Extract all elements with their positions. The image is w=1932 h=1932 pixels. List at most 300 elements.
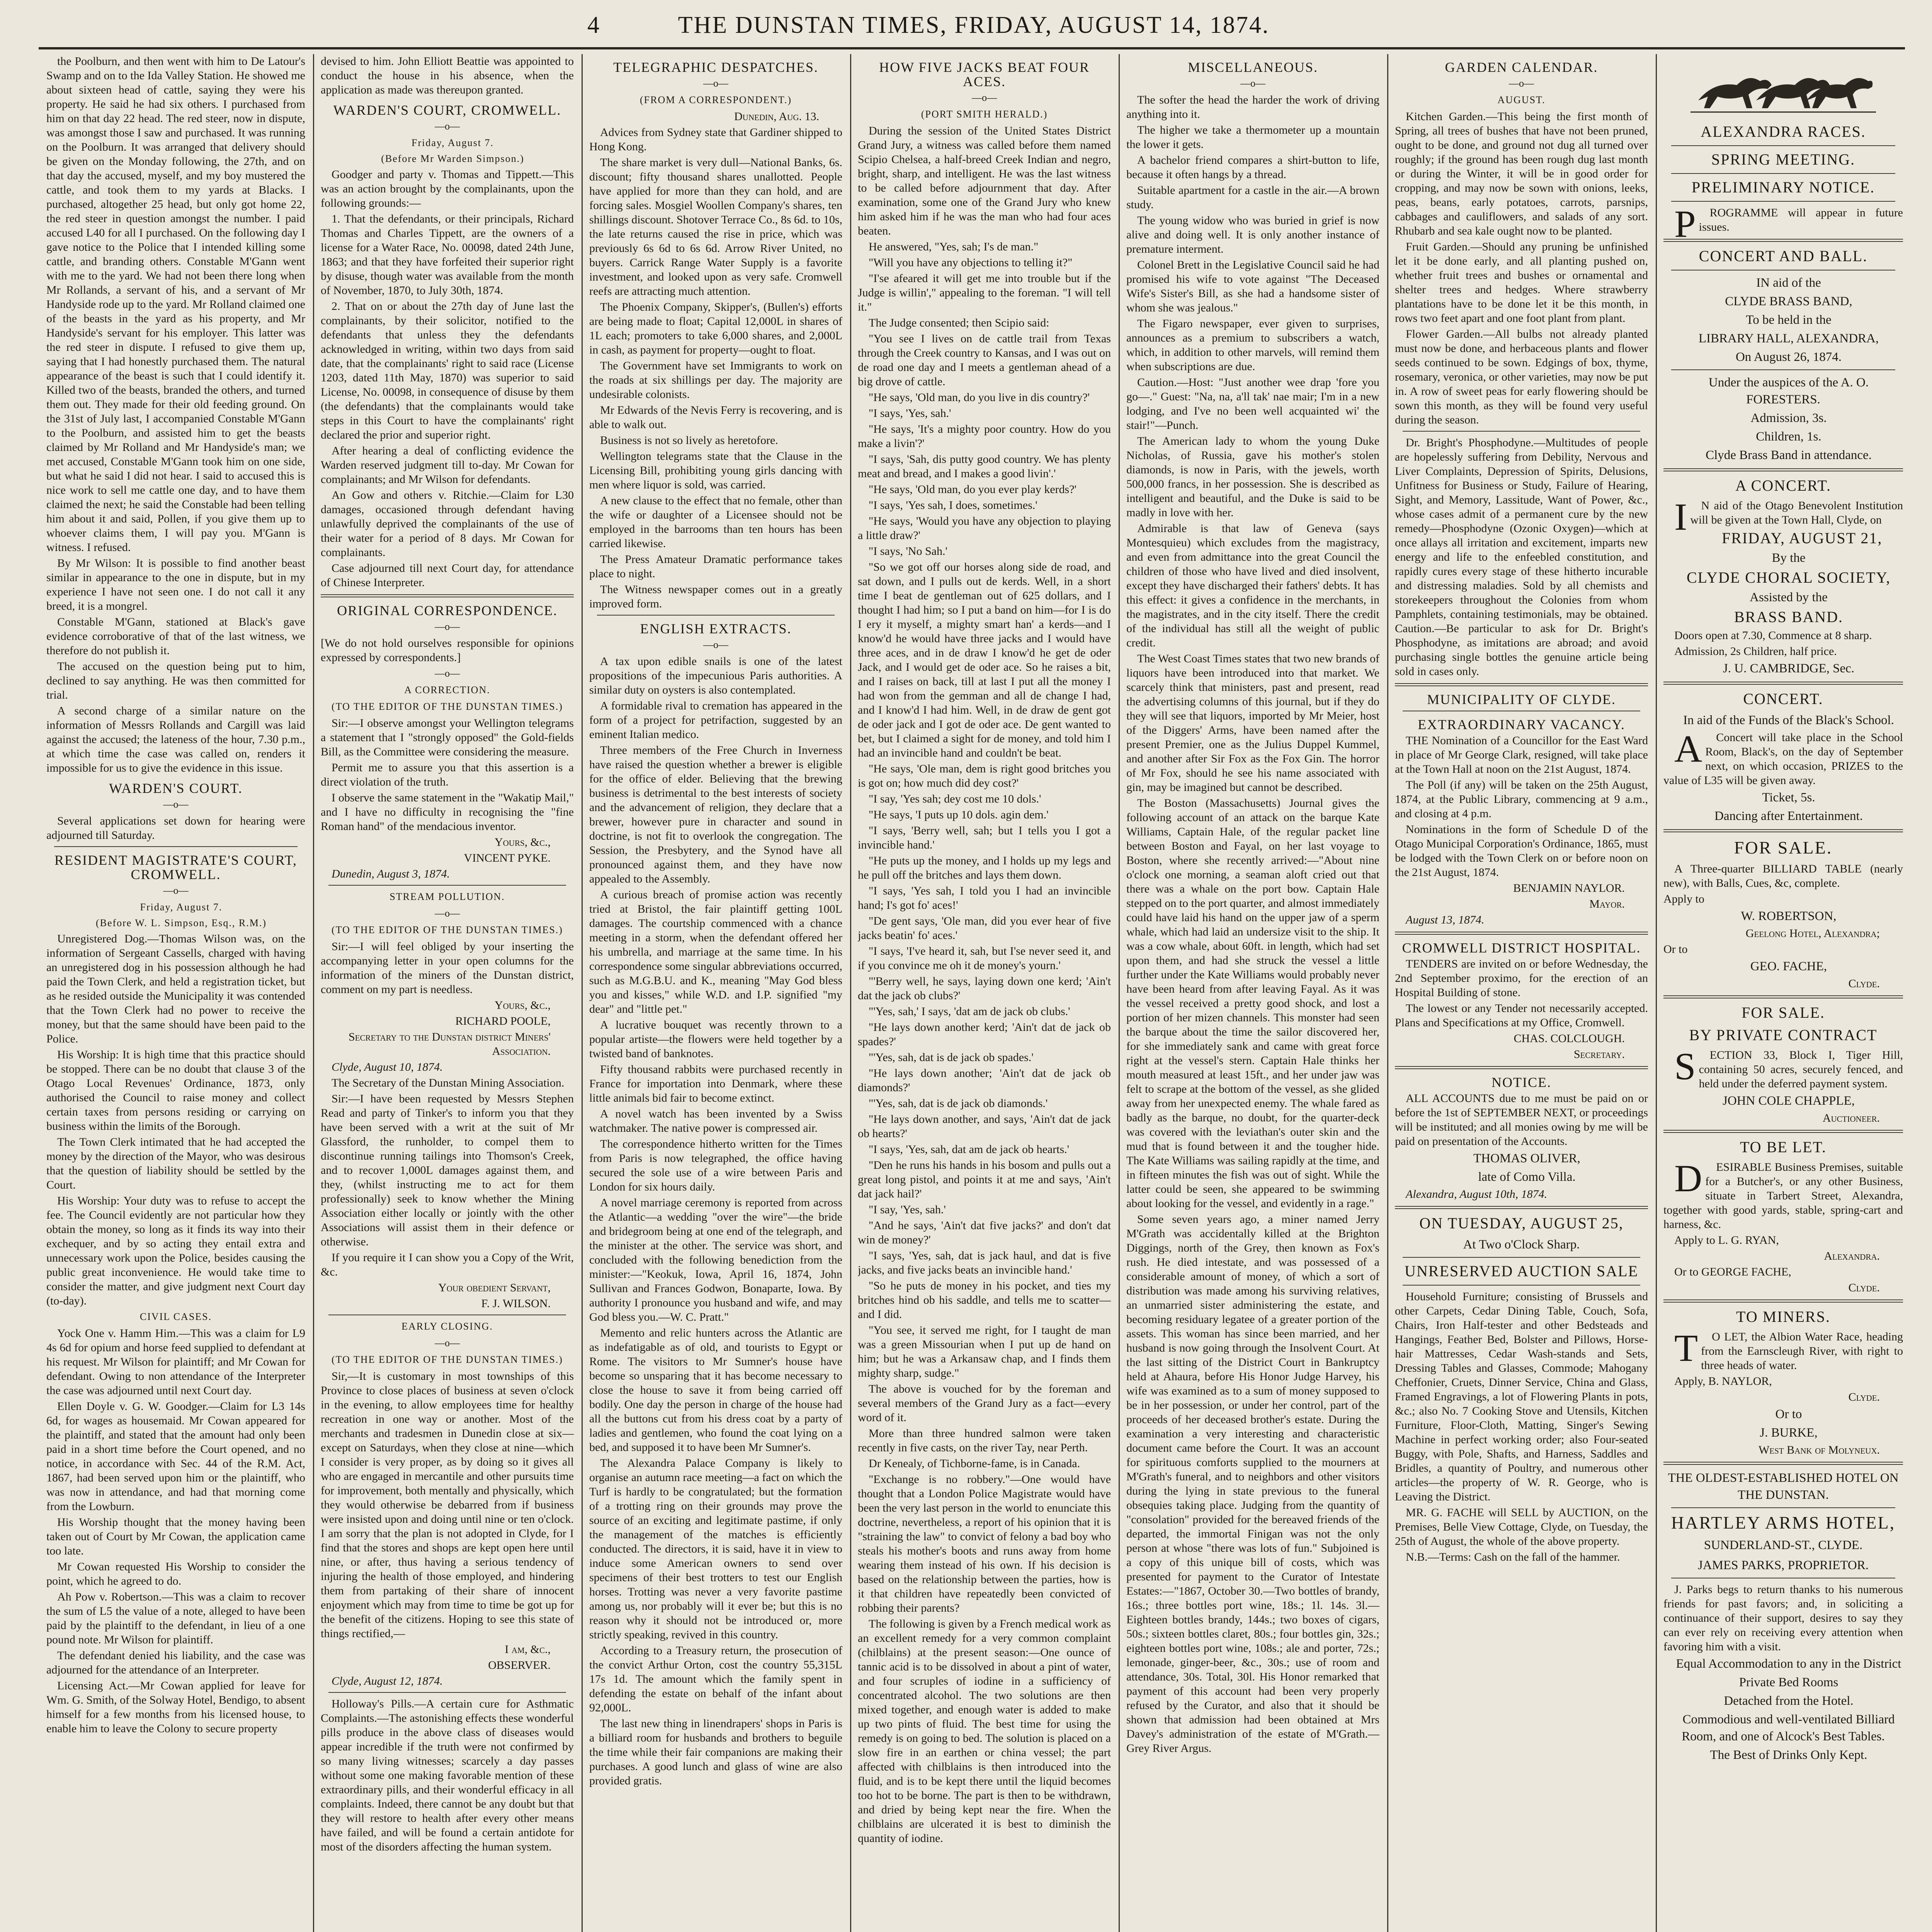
- paragraph: Licensing Act.—Mr Cowan applied for leave for Wm. G. Smith, of the Solway Hotel, Bendigo, to absent himself for a few months from his licensed house, to enable him to leave the Colony to secure property: [46, 1679, 305, 1735]
- paragraph: Fifty thousand rabbits were purchased recently in France for importation into Denmark, where these little animals bid fair to become extinct.: [589, 1063, 842, 1104]
- divider: [1403, 431, 1640, 432]
- vacancy-signature: BENJAMIN NAYLOR.: [1513, 882, 1625, 895]
- paragraph: His Worship: It is high time that this practice should be stopped. There can be no doubt that clause 3 of the Otago Local Revenues' Ordinance, 1873, only authorised the Council to raise money and collect certain taxes from persons residing or carrying on business within the limits of the Borough.: [46, 1048, 305, 1133]
- paragraph: Kitchen Garden.—This being the first month of Spring, all trees of bushes that have not been pruned, ought to be done, and ground not dug all turned over roughly; if the ground has been rough dug last month or during the Winter, it will be in good order for cropping, and may now be sown with onions, leeks, peas, beans, early potatoes, carrots, parsnips, cabbages and cauliflowers, and salads of any sort. Rhubarb and sea kale ought now to be planted.: [1395, 110, 1648, 237]
- concert-doors: Doors open at 7.30, Commence at 8 sharp.: [1674, 629, 1872, 642]
- auction-terms: N.B.—Terms: Cash on the fall of the hammer.: [1406, 1551, 1620, 1563]
- concert-heading: A CONCERT.: [1735, 477, 1831, 494]
- paragraph: Colonel Brett in the Legislative Council said he had promised his wife to vote against "The Deceased Wife's Sister's Bill, as she had a handsome sister of whom she was jealous.": [1126, 259, 1379, 314]
- column-rule: [582, 54, 583, 1932]
- column-3: [589, 54, 842, 1932]
- paragraph: Fruit Garden.—Should any pruning be unfinished let it be done early, and all planting pushed on, whether fruit trees and bushes or ornamental and shelter trees and hedges. Where strawberry plantations have to be done let it be this month, in rows two feet apart and one foot plant from plant.: [1395, 240, 1648, 325]
- school-concert-dancing: Dancing after Entertainment.: [1714, 809, 1863, 823]
- phosphodyne-advert: Dr. Bright's Phosphodyne.—Multitudes of people are hopelessly suffering from Debility, Nervous and Liver Complaints, Depression of Spirits, Delusions, Unfitness for Business or Study, Failure of Hearing, Sight, and Memory, Lassitude, Want of Power, &c., whose cases admit of a permanent cure by the new remedy—Phosphodyne (Ozonic Oxygen)—which at once allays all irritation and excitement, imparts new energy and life to the enfeebled constitution, and rapidly cures every stage of these hitherto incurable and distressing maladies. Sold by all chemists and storekeepers throughout the Colonies from whom Pamphlets, containing testimonials, may be obtained. Caution.—Be particular to ask for Dr. Bright's Phosphodyne, as imitations are abroad; and avoid purchasing single bottles the genuine article being sold in cases only.: [1395, 436, 1648, 678]
- original-correspondence-heading: ORIGINAL CORRESPONDENCE.: [337, 603, 558, 618]
- holloway-advert: Holloway's Pills.—A certain cure for Asthmatic Complaints.—The astonishing effects these wonderful pills produce in the above class of diseases would appear incredible if the truth were not confirmed by so many living witnesses; scarcely a day passes without some one making favorable mention of these extraordinary pills, and their wonderful efficacy in all complaints. Indeed, there cannot be any doubt but that they will restore to health after every other means have failed, and will be found a certain antidote for most of the disorders affecting the human system.: [321, 1697, 574, 1853]
- billiard-or: Or to: [1663, 943, 1688, 956]
- paragraph: Advices from Sydney state that Gardiner shipped to Hong Kong.: [589, 126, 842, 153]
- rm-court-text: [46, 932, 305, 1308]
- preliminary-notice: PRELIMINARY NOTICE.: [1691, 179, 1875, 196]
- sale-date: ON TUESDAY, AUGUST 25,: [1419, 1214, 1624, 1232]
- stream-pollution-letter: [321, 1076, 574, 1279]
- paragraph: Nominations in the form of Schedule D of the Otago Municipal Corporation's Ordinance, 1865, must be lodged with the Town Clerk on or before noon on the 21st August, 1874.: [1395, 823, 1648, 879]
- early-closing-text: [321, 1369, 574, 1641]
- column-rule: [313, 54, 314, 1932]
- ornament: —o—: [703, 78, 728, 89]
- paragraph: "He lays down another, and says, 'Ain't dat de jack ob hearts?': [858, 1113, 1111, 1140]
- paragraph: His Worship: Your duty was to refuse to accept the fee. The Council evidently are not particular how they obtain the money, so long as it finds its way into their exchequer, and by so acting they entail extra and unnecessary work upon the Police, besides causing the public great inconvenience. He would take time to consider the matter, and give judgment next Court day (to-day).: [46, 1194, 305, 1307]
- garden-calendar-text: [1395, 109, 1648, 427]
- letter-date: Dunedin, August 3, 1874.: [332, 867, 450, 880]
- paragraph: THE Nomination of a Councillor for the East Ward in place of Mr George Clark, resigned, will take place at the Town Hall at noon on the 21st August, 1874.: [1395, 734, 1648, 776]
- divider: [1403, 1257, 1640, 1258]
- notice-signature-place: late of Como Villa.: [1478, 1170, 1576, 1184]
- paragraph: Suitable apartment for a castle in the air.—A brown study.: [1126, 184, 1379, 211]
- divider: [328, 1692, 566, 1693]
- paragraph: To be held in the: [1746, 313, 1832, 327]
- paragraph: A bachelor friend compares a shirt-button to life, because it often hangs by a thread.: [1126, 154, 1379, 181]
- garden-month: AUGUST.: [1497, 94, 1546, 105]
- concert-secretary: J. U. CAMBRIDGE, Sec.: [1723, 662, 1855, 675]
- hotel-drinks: The Best of Drinks Only Kept.: [1710, 1748, 1867, 1762]
- paragraph: The Judge consented; then Scipio said:: [869, 316, 1049, 329]
- paragraph: The Town Clerk intimated that he had accepted the money by the direction of the Mayor, who was desirous that the question of liability should be settled by the Court.: [46, 1136, 305, 1191]
- ornament: —o—: [163, 885, 189, 896]
- miners-contact-place: West Bank of Molyneux.: [1758, 1444, 1880, 1456]
- divider: [1663, 1130, 1903, 1133]
- paragraph: "'Berry well, he says, laying down one kerd; 'Ain't dat the jack ob clubs?': [858, 975, 1111, 1002]
- concert-ball-band: Clyde Brass Band in attendance.: [1706, 448, 1872, 462]
- paragraph: the Poolburn, and then went with him to De Latour's Swamp and on to the Ida Valley Station. He showed me about sixteen head of cattle, saying they were his property. He said he had six others. I purchased from him on that day 22 head. The red steer, now in dispute, was amongst those I saw and purchased. It was running on the Poolburn. It was arranged that delivery should be given on the Monday following, the 27th, and on that day the accused, myself, and my boy mustered the cattle, and took them to my yards at Blacks. I purchased, altogether 25 head, but only got home 22, the red steer in question amongst the number. I paid accused L40 for all I purchased. On the following day I gave notice to the Police that I intended killing some cattle, and branding others. Constable M'Gann went with me to the yard. We had not been there long when Mr Rollands, a servant of his, and a servant of Mr Handyside rode up to the yard. Mr Rolland claimed one of the beasts in the yard as his property, and Mr Handyside's servant for his employer. This latter was the red steer in dispute. I refused to give them up, saying that I had honestly purchased them. The natural appearance of the beast is such that I could identify it. Killed two of the beasts, branded the others, and turned them out. They made for their old feeding ground. On the 31st of July last, I accompanied Constable M'Gann to the Poolburn, and assisted him to get the beasts claimed by Mr Rolland and Mr Handyside's man; we met accused, Constable M'Gann took him on one side, but what he said I did not hear. I said to accused this is nice work to sell me cattle one day, and to have them claimed the next; he said the Constable had been telling him about it and said, Pollen, if you give them up to whoever claims them, I will pay you. M'Gann is witness. I refused.: [46, 55, 305, 554]
- to-editor: (TO THE EDITOR OF THE DUNSTAN TIMES.): [332, 701, 563, 712]
- early-closing-heading: EARLY CLOSING.: [401, 1321, 493, 1332]
- school-concert-text: AConcert will take place in the School Room, Black's, on the day of September next, on which occasion, PRIZES to the value of L35 will be given away.: [1663, 727, 1903, 787]
- paragraph: "And he says, 'Ain't dat five jacks?' and don't dat win de money?': [858, 1219, 1111, 1246]
- notice-signature: THOMAS OLIVER,: [1473, 1151, 1580, 1165]
- notice-date: Alexandra, August 10th, 1874.: [1406, 1188, 1548, 1201]
- paragraph: "Den he runs his hands in his bosom and pulls out a great long pistol, and points it at me and says, 'Ain't dat jack hail?': [858, 1159, 1111, 1200]
- civil-cases-heading: CIVIL CASES.: [139, 1311, 212, 1322]
- divider: [1395, 932, 1648, 935]
- concert-ball-auspices: Under the auspices of the A. O. FORESTERS.: [1708, 376, 1869, 406]
- paragraph: "He lays down another; 'Ain't dat de jack ob diamonds?': [858, 1067, 1111, 1094]
- divider: [1663, 239, 1903, 242]
- paragraph: TENDERS are invited on or before Wednesday, the 2nd September proximo, for the erection of an Hospital Building of stone.: [1395, 957, 1648, 999]
- paragraph: The lowest or any Tender not necessarily accepted. Plans and Specifications at my Office, Cromwell.: [1395, 1002, 1648, 1029]
- miners-contact: J. BURKE,: [1760, 1426, 1818, 1440]
- paragraph: After hearing a deal of conflicting evidence the Warden reserved judgment till to-day. Mr Cowan for complainants; and Mr Wilson for defendants.: [321, 444, 574, 486]
- paragraph: Unregistered Dog.—Thomas Wilson was, on the information of Sergeant Cassells, charged with having an unregistered dog in his possession although he had paid the Town Clerk, and held a registration ticket, but as he resided outside the Municipality it was contended that the Town Clerk had no power to receive the money, but that the same should have been paid to the Police.: [46, 932, 305, 1045]
- paragraph: "He puts up the money, and I holds up my legs and he pull off the britches and lays them down.: [858, 854, 1111, 881]
- racehorse-engraving: [1690, 58, 1876, 116]
- wardens-court-before: (Before Mr Warden Simpson.): [381, 153, 524, 164]
- ornament: —o—: [1509, 78, 1534, 89]
- paragraph: The Press Amateur Dramatic performance takes place to night.: [589, 553, 842, 580]
- paragraph: Admirable is that law of Geneva (says Montesquieu) which excludes from the magistracy, and even from admittance into the great Council the children of those who have lived and died insolvent, except they have discharged their fathers' debts. It has this effect: it gives a confidence in the merchants, in the magistrates, and in the city itself. There the credit of the individual has still all the weight of public credit.: [1126, 522, 1379, 649]
- correspondence-note: [We do not hold ourselves responsible for opinions expressed by correspondents.]: [321, 637, 574, 664]
- paragraph: "He says, 'Would you have any objection to playing a little draw?': [858, 515, 1111, 542]
- concert-ball-children: Children, 1s.: [1756, 430, 1821, 444]
- paragraph: The Alexandra Palace Company is likely to organise an autumn race meeting—a fact on which the Turf is hardly to be congratulated; but the formation of a trotting ring on their grounds may prove the source of an exciting and legitimate pastime, if only the management of the matches is efficiently conducted. The directors, it is said, have it in view to induce some American owners to send over specimens of their best trotters to test our English horses. Trotting was never a very favorite pastime among us, nor probably will it ever be; but this is no reason why it should not be introduced or, more strictly speaking, revived in this country.: [589, 1457, 842, 1641]
- wardens-court-cromwell-heading: WARDEN'S COURT, CROMWELL.: [333, 102, 561, 118]
- paragraph: A second charge of a similar nature on the information of Messrs Rollands and Cargill was laid against the accused; the lateness of the hour, 7.30 p.m., at which time the case was called on, renders it impossible for us to give the evidence in this issue.: [46, 704, 305, 774]
- letter-yours: Yours, &c.,: [494, 836, 551, 849]
- paragraph: 2. That on or about the 27th day of June last the complainants, by their solicitor, notified to the defendants that unless they the defendants acknowledged in writing, within two days from said date, that the complainants' right to said race (License 1203, dated 11th May, 1870) was superior to said License, No. 00098, in consequence of disuse by them (the defendants) that the complainants would take steps in this Court to have the complainants' right declared the prior and superior right.: [321, 300, 574, 441]
- paragraph: "He says, 'Ole man, dem is right good britches you is got on; how much did dey cost?': [858, 762, 1111, 789]
- paragraph: "I says, 'Berry well, sah; but I tells you I got a invincible hand.': [858, 824, 1111, 851]
- paragraph: "I say, 'Yes sah; dey cost me 10 dols.': [869, 793, 1041, 805]
- paragraph: Constable M'Gann, stationed at Black's gave evidence corroborative of that of the last witness, we therefore do not publish it.: [46, 616, 305, 657]
- paragraph: The Witness newspaper comes out in a greatly improved form.: [589, 583, 842, 610]
- to-let-apply: Apply to L. G. RYAN,: [1674, 1234, 1779, 1247]
- paragraph: "I says, 'I've heard it, sah, but I'se never seed it, and if you convince me oh it de money's yourn.': [858, 945, 1111, 972]
- concert-admission: Admission, 2s Children, half price.: [1674, 645, 1837, 658]
- paragraph: The softer the head the harder the work of driving anything into it.: [1126, 94, 1379, 121]
- notice-text: ALL ACCOUNTS due to me must be paid on or before the 1st of SEPTEMBER NEXT, or proceedings will be instituted; and all monies owing by me will be paid on presentation of the Accounts.: [1395, 1092, 1648, 1148]
- paragraph: "He says, 'It's a mighty poor country. How do you make a livin'?': [858, 423, 1111, 450]
- letter-signature: RICHARD POOLE,: [455, 1015, 551, 1027]
- paragraph: "'Yes, sah, dat is de jack ob spades.': [869, 1051, 1034, 1064]
- garden-calendar-heading: GARDEN CALENDAR.: [1445, 60, 1598, 75]
- hospital-role: Secretary.: [1573, 1048, 1625, 1061]
- five-jacks-source: (PORT SMITH HERALD.): [921, 109, 1048, 120]
- land-sale-text: SECTION 33, Block I, Tiger Hill, containing 50 acres, securely fenced, and held under the deferred payment system.: [1674, 1045, 1903, 1090]
- paragraph: "He lays down another kerd; 'Ain't dat de jack ob spades?': [858, 1021, 1111, 1048]
- land-sale-signature: JOHN COLE CHAPPLE,: [1723, 1094, 1855, 1108]
- divider: [1663, 829, 1903, 832]
- paragraph: On August 26, 1874.: [1735, 350, 1842, 364]
- paragraph: Mr Edwards of the Nevis Ferry is recovering, and is able to walk out.: [589, 404, 842, 431]
- races-heading: ALEXANDRA RACES.: [1701, 123, 1866, 140]
- stream-pollution-heading: STREAM POLLUTION.: [389, 891, 505, 902]
- letter-signature: F. J. WILSON.: [481, 1297, 551, 1310]
- paragraph: The correspondence hitherto written for the Times from Paris is now telegraphed, the office having secured the sole use of a wire between Paris and London for six hours daily.: [589, 1138, 842, 1193]
- paragraph: I observe the same statement in the "Wakatip Mail," and I have no difficulty in recognising the "fine Roman hand" of the mendacious inventor.: [321, 791, 574, 833]
- correction-text: [321, 716, 574, 833]
- sale-time: At Two o'Clock Sharp.: [1463, 1238, 1580, 1252]
- paragraph: The Secretary of the Dunstan Mining Association.: [332, 1077, 565, 1089]
- page-number: 4: [587, 12, 600, 38]
- ornament: —o—: [435, 1337, 460, 1349]
- miners-or: Or to: [1775, 1407, 1802, 1421]
- paragraph: "I'se afeared it will get me into trouble but if the Judge is willin'," appealing to the foreman. "I will tell it.": [858, 272, 1111, 313]
- column-rule: [1119, 54, 1120, 1932]
- to-let-place-2: Clyde.: [1848, 1281, 1880, 1294]
- paragraph: LIBRARY HALL, ALEXANDRA,: [1698, 332, 1879, 345]
- concert-text: IN aid of the Otago Benevolent Institution will be given at the Town Hall, Clyde, on: [1674, 495, 1903, 538]
- five-jacks-text: [858, 124, 1111, 1845]
- ornament: —o—: [435, 908, 460, 919]
- rm-court-heading: RESIDENT MAGISTRATE'S COURT, CROMWELL.: [54, 852, 298, 882]
- paragraph: More than three hundred salmon were taken recently in five casts, on the river Tay, near Perth.: [858, 1427, 1111, 1454]
- column-1: [46, 54, 305, 1932]
- concert-ball-heading: CONCERT AND BALL.: [1699, 247, 1868, 265]
- paragraph: Yock One v. Hamm Him.—This was a claim for L9 4s 6d for opium and horse feed supplied to defendant at his request. Mr Wilson for plaintiff; and Mr Cowan for defendant. Owing to non attendance of the Interpreter the case was adjourned until next Court day.: [46, 1327, 305, 1397]
- wardens-court-text: [321, 167, 574, 590]
- column-4: [858, 54, 1111, 1932]
- rm-court-before: (Before W. L. Simpson, Esq., R.M.): [95, 917, 267, 929]
- ornament: —o—: [435, 121, 460, 132]
- paragraph: "De gent says, 'Ole man, did you ever hear of five jacks beatin' fo' aces.': [858, 915, 1111, 942]
- ornament: —o—: [1240, 78, 1265, 89]
- billiard-apply: Apply to: [1663, 893, 1704, 905]
- notice-heading: NOTICE.: [1492, 1075, 1551, 1090]
- paragraph: CLYDE BRASS BAND,: [1725, 294, 1852, 308]
- paragraph: A formidable rival to cremation has appeared in the form of a project for petrifaction, suggested by an eminent Italian medico.: [589, 699, 842, 741]
- vacancy-date: August 13, 1874.: [1406, 913, 1485, 926]
- letter-yours: Your obedient Servant,: [438, 1281, 551, 1294]
- paragraph: "'Yes, sah,' I says, 'dat am de jack ob clubs.': [869, 1005, 1070, 1018]
- english-extracts-heading: ENGLISH EXTRACTS.: [640, 621, 792, 636]
- paragraph: "I say, 'Yes, sah.': [869, 1203, 946, 1216]
- municipality-heading: MUNICIPALITY OF CLYDE.: [1427, 692, 1616, 707]
- billiard-contact-2: GEO. FACHE,: [1750, 959, 1827, 973]
- ornament: —o—: [972, 92, 997, 103]
- paragraph: An Gow and others v. Ritchie.—Claim for L30 damages, occasioned through defendant having unlawfully deprived the complainants of the use of their water for a period of 8 days. Mr Cowan for complainants.: [321, 489, 574, 559]
- paragraph: Sir:—I have been requested by Messrs Stephen Read and party of Tinker's to inform you that they have been served with a writ at the suit of Mr Glassford, the runholder, to compel them to discontinue running tailings into Thomson's Creek, and to recover 1,000L damages against them, and they, (whilst instructing me to act for them professionally) seek to know whether the Mining Association either locally or jointly with the other Associations will assist them in their defence or otherwise.: [321, 1092, 574, 1248]
- paragraph: Ah Pow v. Robertson.—This was a claim to recover the sum of L5 the value of a note, alleged to have been paid by the plaintiff to the defendant, in lieu of a one pound note. Mr Wilson for plaintiff.: [46, 1590, 305, 1646]
- column-rule: [1656, 54, 1657, 1932]
- divider: [54, 846, 298, 847]
- hotel-text: J. Parks begs to return thanks to his numerous friends for past favors; and, in soliciting a continuance of their support, desires to say they can ever rely on receiving every attention when favoring him with a visit.: [1663, 1583, 1903, 1653]
- paragraph: Caution.—Host: "Just another wee drap 'fore you go—." Guest: "Na, na, a'll tak' nae mair; I'm in a new lodging, and I've no been well acquainted wi' the stair!"—Punch.: [1126, 376, 1379, 432]
- paragraph: 1. That the defendants, or their principals, Richard Thomas and Charles Tippett, are the owners of a license for a Water Race, No. 00098, dated 24th June, 1863; and that they have forfeited their superior right by disuse, though water was available from the month of November, 1870, to July 30th, 1874.: [321, 213, 574, 297]
- ornament: —o—: [703, 639, 728, 650]
- paragraph: If you require it I can show you a Copy of the Writ, &c.: [321, 1251, 574, 1278]
- paragraph: Ellen Doyle v. G. W. Goodger.—Claim for L3 14s 6d, for wages as housemaid. Mr Cowan appeared for the plaintiff, and stated that the amount had only been paid in a short time before the Court opened, and no notice, in accordance with Sec. 44 of the R.M. Act, 1867, had been served upon him or the plaintiff, who was now in attendance, and had that morning come from the Lowburn.: [46, 1400, 305, 1513]
- to-let-place: Alexandra.: [1824, 1250, 1880, 1262]
- billiard-sale-heading: FOR SALE.: [1734, 838, 1833, 857]
- paragraph: Some seven years ago, a miner named Jerry M'Grath was accidentally killed at the Brighton Diggings, north of the Grey, then known as Fox's rush. He died intestate, and was possessed of a considerable amount of money, of which a sort of distribution was made among his surviving relatives, an unmarried sister administering the estate, and becoming residuary legatee of a greater portion of the assets. This woman has since been married, and her husband is now going through the Insolvent Court. At the last sitting of the District Court in Bankruptcy held at Ahaura, before His Honor Judge Harvey, his wife was examined as to a sum of money supposed to be in her possession, or under her control, part of the proceeds of her deceased brother's estate. During the examination a very interesting and characteristic document came before the Court. It was an account for spirituous comforts supplied to the mourners at M'Grath's funeral, and to neighbors and other visitors during the lying in state previous to the funeral obsequies taking place. Judging from the quantity of "consolation" provided for the bereaved friends of the departed, the immortal Finigan was not the only person at whose "there was lots of fun." Subjoined is a copy of this unique bill of costs, which was presented for payment to the Curator of Intestate Estates:—"1867, October 30.—Two bottles of brandy, 16s.; three bottles port wine, 18s.; 1l. 14s. 3l.—Eighteen bottles brandy, 144s.; two boxes of cigars, 50s.; sixteen bottles claret, 80s.; four bottles gin, 32s.; eighteen bottles port wine, 108s.; ale and porter, 72s.; lemonade, ginger-beer, &c., 30s.; use of room and attendance, 30s. Total, 30l. His Honor remarked that payment of this account had been very properly refused by the Curator, and also that it should be shown that admission had been obtained at Mrs Davey's administration of the estate of M'Grath.—Grey River Argus.: [1126, 1213, 1379, 1755]
- telegraphic-heading: TELEGRAPHIC DESPATCHES.: [613, 60, 818, 75]
- miners-apply: Apply, B. NAYLOR,: [1674, 1375, 1772, 1388]
- concert-assisted: Assisted by the: [1750, 590, 1828, 604]
- paragraph: "I says, 'Sah, dis putty good country. We has plenty meat and bread, and I makes a good livin'.': [858, 453, 1111, 480]
- miners-place: Clyde.: [1848, 1391, 1880, 1403]
- column-rule: [850, 54, 851, 1932]
- divider: [1403, 1285, 1640, 1286]
- paragraph: The above is vouched for by the foreman and several members of the Grand Jury as a fact—every word of it.: [858, 1383, 1111, 1424]
- wardens-court-date: Friday, August 7.: [412, 137, 494, 148]
- hotel-name: HARTLEY ARMS HOTEL,: [1671, 1513, 1896, 1532]
- paragraph: The accused on the question being put to him, declined to say anything. He was then committed for trial.: [46, 660, 305, 701]
- divider: [597, 615, 835, 616]
- ornament: —o—: [163, 799, 189, 810]
- divider: [1395, 683, 1648, 686]
- correction-heading: A CORRECTION.: [404, 684, 490, 696]
- paragraph: His Worship thought that the money having been taken out of Court by Mr Cowan, the application came too late.: [46, 1516, 305, 1557]
- hotel-heading: THE OLDEST-ESTABLISHED HOTEL ON THE DUNSTAN.: [1668, 1471, 1899, 1502]
- paragraph: The Government have set Immigrants to work on the roads at six shillings per day. The majority are undesirable colonists.: [589, 359, 842, 401]
- school-concert-aid: In aid of the Funds of the Black's School.: [1683, 713, 1894, 727]
- to-let-text: DESIRABLE Business Premises, suitable for a Butcher's, or any other Business, situate in Tarbert Street, Alexandra, together with good yards, stable, spring-cart and harness, &c.: [1663, 1157, 1903, 1231]
- english-extracts-text: [589, 654, 842, 1788]
- paragraph: A tax upon edible snails is one of the latest propositions of the impecunious Paris authorities. A similar duty on oysters is also contemplated.: [589, 655, 842, 696]
- vacancy-heading: EXTRAORDINARY VACANCY.: [1418, 717, 1625, 732]
- court-evidence: [46, 54, 305, 775]
- paragraph: By Mr Wilson: It is possible to find another beast similar in appearance to the one in dispute, but in my experience I have not seen one. I do not call it any breed, it is a mongrel.: [46, 557, 305, 612]
- paragraph: The last new thing in linendrapers' shops in Paris is a billiard room for husbands and brothers to beguile the time while their fair companions are making their purchases. A good lunch and glass of wine are also provided gratis.: [589, 1717, 842, 1787]
- paragraph: Three members of the Free Church in Inverness have raised the question whether a brewer is eligible for the office of elder. Believing that the brewing business is detrimental to the best interests of society and the advancement of religion, they declare that a brewer, however pure in character and sound in doctrine, is not fit to overlook the congregation. The Session, the Presbytery, and the Synod have all pronounced against them, and they have now appealed to the Assembly.: [589, 744, 842, 885]
- paragraph: "Will you have any objections to telling it?": [869, 256, 1073, 269]
- divider: [1663, 995, 1903, 998]
- to-let-heading: TO BE LET.: [1740, 1138, 1827, 1156]
- paragraph: "I says, 'Yes, sah.': [869, 407, 951, 420]
- paragraph: Wellington telegrams state that the Clause in the Licensing Bill, prohibiting young girls dancing with men where liquor is sold, was carried.: [589, 450, 842, 491]
- divider: [1671, 369, 1895, 370]
- column-2: [321, 54, 574, 1932]
- paragraph: Sir:—I observe amongst your Wellington telegrams a statement that I "strongly opposed" the Gold-fields Bill, as the Committee were considering the measure.: [321, 717, 574, 758]
- auction-heading: UNRESERVED AUCTION SALE: [1404, 1262, 1639, 1280]
- paragraph: "Exchange is no robbery."—One would have thought that a London Police Magistrate would have been the very last person in the world to enunciate this doctrine, nevertheless, a report of his opinion that it is "straining the law" to convict of felony a bad boy who steals his mother's boots and runs away from home wearing them instead of his own. If his decision is based on the relationship between the parties, how is it that children have repeatedly been convicted of robbing their parents?: [858, 1473, 1111, 1614]
- paragraph: "He says, 'I puts up 10 dols. agin dem.': [869, 808, 1049, 821]
- paragraph: A novel watch has been invented by a Swiss watchmaker. The native power is compressed air.: [589, 1107, 842, 1134]
- land-sale-role: Auctioneer.: [1822, 1112, 1880, 1124]
- miners-text: TO LET, the Albion Water Race, heading from the Earnscleugh River, with right to three heads of water.: [1674, 1327, 1903, 1372]
- billiard-contact-2-place: Clyde.: [1848, 977, 1880, 990]
- concert-date: FRIDAY, AUGUST 21,: [1721, 529, 1883, 547]
- paragraph: The following is given by a French medical work as an excellent remedy for a very common complaint (chilblains) at the present season:—One ounce of tannic acid is to be dissolved in about a pint of water, and four scruples of iodine in a sufficiency of concentrated alcohol. The two solutions are then mixed together, and enough water is added to make up two pints of fluid. The best time for using the remedy is on going to bed. The solution is placed on a slow fire in an earthen or china vessel; the part affected with chilblains is then introduced into the fluid, and is to be kept there until the liquid becomes too hot to be borne. The part is then to be withdrawn, and dried by being kept near the fire. When the chilblains are ulcerated it is best to diminish the quantity of iodine.: [858, 1617, 1111, 1845]
- divider: [1671, 173, 1895, 174]
- divider: [321, 594, 574, 597]
- masthead: [46, 12, 1901, 43]
- divider: [1671, 201, 1895, 202]
- letter-signature: VINCENT PYKE.: [464, 852, 551, 864]
- to-editor: (TO THE EDITOR OF THE DUNSTAN TIMES.): [332, 924, 563, 935]
- concert-society: CLYDE CHORAL SOCIETY,: [1686, 569, 1891, 586]
- programme-notice: PROGRAMME will appear in future issues.: [1674, 202, 1903, 245]
- paragraph: The American lady to whom the young Duke Nicholas, of Russia, gave his mother's stolen diamonds, is now in Paris, with the jewels, worth 500,000 francs, in her possession. She is described as intelligent and beautiful, and the Duke is said to be madly in love with her.: [1126, 435, 1379, 519]
- hospital-signature: CHAS. COLCLOUGH.: [1514, 1032, 1625, 1045]
- wardens-court-heading: WARDEN'S COURT.: [109, 781, 243, 796]
- rm-court-date: Friday, August 7.: [140, 901, 223, 913]
- divider: [1663, 682, 1903, 685]
- vacancy-role: Mayor.: [1589, 898, 1625, 910]
- hotel-accommodation: Equal Accommodation to any in the District: [1676, 1657, 1901, 1671]
- hospital-heading: CROMWELL DISTRICT HOSPITAL.: [1402, 940, 1641, 956]
- divider: [1663, 468, 1903, 471]
- telegraphic-from: (FROM A CORRESPONDENT.): [640, 94, 792, 105]
- paragraph: Sir:—I will feel obliged by your inserting the accompanying letter in your open columns for the information of the miners of the Dunstan district, comment on my part is needless.: [321, 940, 574, 996]
- hotel-rooms: Private Bed Rooms: [1739, 1675, 1838, 1689]
- paragraph: During the session of the United States District Grand Jury, a witness was called before them named Scipio Chelsea, a half-breed Creek Indian and negro, bright, sharp, and intelligent. He was the last witness to be called before adjournment that day. After examination, some one of the Grand Jury who knew him asked him if he was the man who had four aces beaten.: [858, 124, 1111, 237]
- letter-yours: Yours, &c.,: [494, 999, 551, 1012]
- masthead-rule: [39, 47, 1905, 49]
- paragraph: "I says, 'Yes, sah, dat am de jack ob hearts.': [869, 1143, 1070, 1156]
- paragraph: "'Yes, sah, dat is de jack ob diamonds.': [869, 1097, 1048, 1110]
- hotel-detached: Detached from the Hotel.: [1724, 1694, 1854, 1708]
- paragraph: Case adjourned till next Court day, for attendance of Chinese Interpreter.: [321, 562, 574, 589]
- paragraph: "I says, 'Yes sah, I told you I had an invincible hand; I's got fo' aces!': [858, 884, 1111, 912]
- paragraph: The Figaro newspaper, ever given to surprises, announces as a premium to subscribers a watch, which, in addition to other marvels, will remind them when subscriptions are due.: [1126, 317, 1379, 373]
- paragraph: "He says, 'Old man, do you live in dis country?': [869, 391, 1090, 404]
- paragraph: Goodger and party v. Thomas and Tippett.—This was an action brought by the complainants, upon the following grounds:—: [321, 168, 574, 209]
- to-editor: (TO THE EDITOR OF THE DUNSTAN TIMES.): [332, 1354, 563, 1365]
- letter-date: Clyde, August 12, 1874.: [332, 1675, 443, 1687]
- paragraph: "So we got off our horses along side de road, and sat down, and I pulls out de kerds. Well, in a short time I beat de gentleman out of 625 dollars, and I thought I had him; so I put a band on him—for I is do I ery it myself, a mighty smart han' a kerds—and I know'd he would have three jacks and I would have three aces, and in de draw I know'd he get de oder Jack, and I would get de oder ace. So he raises a bit, and I raises on back, till at last I put all the money I had won from the gemman and all de change I had, and I know'd I had him. Well, in de draw de gent got de oder jack and I got de oder ace. De gent wanted to bet, but I claimed a sight for de money, and told him I had an invincible hand and couldn't be beat.: [858, 561, 1111, 759]
- column-7: [1663, 54, 1903, 1932]
- paragraph: Business is not so lively as heretofore.: [600, 434, 778, 447]
- letter-signature: OBSERVER.: [488, 1659, 551, 1672]
- paragraph: The Boston (Massachusetts) Journal gives the following account of an attack on the barque Kate Williams, Captain Hale, of the regular packet line between Boston and Fayal, on her last voyage to Boston, where she recently arrived:—"About nine o'clock one morning, a seaman aloft cried out that there was a whale on the port bow. Captain Hale stepped on to the port quarter, and almost immediately could have laid his hand on the upper jaw of a sperm whale, which had laid an undersize visit to the ship. It was a cow whale, about 60ft. in length, which had set upon them, and had she struck the vessel a little further under the Kate Williams would probably never have been heard from after leaving Fayal. As it was the vessel received a pretty good shock, and lost a portion of her mizen channels. This monster had seen the barque about the time the sailor discovered her, for she immediately sank and came with great force right at the vessel's stern. Captain Hale thinks her mouth measured at least 15ft., and her under jaw was felt to scrape at the bottom of the vessel, as she glided away from her unexpected enemy. The whale fared as badly as the barque, no doubt, for the quarter-deck was covered with the leviathan's outer skin and the mud that is found between it and the tougher hide. The Kate Williams was sailing rapidly at the time, and in fifteen minutes the fish was out of sight. While the latter could be seen, she appeared to be swimming about looking for the vessel, and evidently in a rage.": [1126, 797, 1379, 1210]
- divider: [1671, 145, 1895, 146]
- paragraph: The share market is very dull—National Banks, 6s. discount; fifty thousand shares unallotted. People have applied for more than they can hold, and are forcing sales. Mosgiel Woollen Company's shares, ten shillings discount. Shotover Terrace Co., 8s 6d. to 10s, the late returns caused the rise in price, which was previously 6s 6d to 6s 6d. Arrow River United, no buyers. Carrick Range Water Supply is a favorite investment, and looked upon as very safe. Cromwell reefs are attracting much attention.: [589, 156, 842, 298]
- hotel-proprietor: JAMES PARKS, PROPRIETOR.: [1698, 1558, 1869, 1572]
- paragraph: A novel marriage ceremony is reported from across the Atlantic—a wedding "over the wire"—the bride and bridegroom being at one end of the telegraph, and the minister at the other. The service was short, and concluded with the following benediction from the minister:—"Keokuk, Iowa, April 16, 1874, John Sullivan and Frances Godwon, Bonaparte, Iowa. By authority I pronounce you husband and wife, and may God bless you.—W. C. Pratt.": [589, 1196, 842, 1323]
- paragraph: A curious breach of promise action was recently tried at Bristol, the fair plaintiff getting 100L damages. The courtship commenced with a chance meeting in a storm, when the defendant offered her his umbrella, and marriage at the same time. In his correspondence some singular abbreviations occurred, such as M.G.B.U. and K., meaning "May God bless you and kisses," while W.D. and I.P. signified "my dear" and "little pet.": [589, 888, 842, 1015]
- paragraph: "I says, 'Yes, sah, dat is jack haul, and dat is five jacks, and five jacks beats an invincible hand.': [858, 1249, 1111, 1276]
- concert-band: BRASS BAND.: [1734, 608, 1844, 626]
- paragraph: "You see, it served me right, for I taught de man was a green Missourian when I put up de hand on him; but he was a Arkansaw chap, and I finds them mighty sharp, sudge.": [858, 1324, 1111, 1379]
- column-5: [1126, 54, 1379, 1932]
- paragraph: He answered, "Yes, sah; I's de man.": [869, 240, 1039, 253]
- paragraph: Flower Garden.—All bulbs not already planted must now be done, and herbaceous plants and flower seeds continued to be sown. Edgings of box, thyme, rosemary, veronica, or other varieties, may now be put in. A row of sweet peas for early flowering should be sown this month, as they will be found very useful during the season.: [1395, 328, 1648, 426]
- school-concert-ticket: Ticket, 5s.: [1762, 791, 1815, 804]
- concert-ball-admission: Admission, 3s.: [1750, 411, 1827, 425]
- divider: [328, 885, 566, 886]
- paragraph: "He says, 'Old man, do you ever play kerds?': [869, 483, 1077, 496]
- paragraph: The Phoenix Company, Skipper's, (Bullen's) efforts are being made to float; Capital 12,000L in shares of 1L each; promoters to take 6,000 shares, and 2,000L in cash, as payment for property—ought to float.: [589, 301, 842, 356]
- telegraphic-text: [589, 125, 842, 611]
- paragraph: A lucrative bouquet was recently thrown to a popular artiste—the flowers were held together by a twisted band of banknotes.: [589, 1019, 842, 1060]
- paragraph: "I says, 'No Sah.': [869, 545, 947, 558]
- paragraph: "You see I lives on de cattle trail from Texas through the Creek country to Kansas, and I was out on de road one day and I meets a gentleman ahead of a big drove of cattle.: [858, 332, 1111, 388]
- divider: [1395, 1066, 1648, 1069]
- divider: [1671, 1507, 1895, 1508]
- column-6: [1395, 54, 1648, 1932]
- paragraph: A new clause to the effect that no female, other than the wife or daughter of a Licensee should not be employed in the barrooms than ten hours has been carried likewise.: [589, 494, 842, 550]
- auction-items: Household Furniture; consisting of Brussels and other Carpets, Cedar Dining Table, Couch, Sofa, Chairs, Iron Half-tester and other Bedsteads and Hangings, Feather Bed, Bolster and Pillows, Horse-hair Mattresses, Cedar Wash-stands and Sets, Dressing Tables and Glasses, Commode; Mahogany Cheffonier, Cruets, Dinner Service, China and Glass, Framed Engravings, a lot of Flowering Plants in pots, &c.; also No. 7 Cooking Stove and Utensils, Kitchen Furniture, Floor-Cloth, Matting, Singer's Sewing Machine in perfect working order; also Four-seated Buggy, with Pole, Shafts, and Harness, Saddles and Bridles, a quantity of Poultry, and numerous other articles—the property of W. R. George, who is Leaving the District.: [1395, 1290, 1648, 1503]
- paragraph: Permit me to assure you that this assertion is a direct violation of the truth.: [321, 761, 574, 788]
- ornament: —o—: [435, 621, 460, 632]
- land-sale-subheading: BY PRIVATE CONTRACT: [1689, 1026, 1878, 1044]
- paragraph: The defendant denied his liability, and the case was adjourned for the attendance of an Interpreter.: [46, 1649, 305, 1676]
- miners-heading: TO MINERS.: [1736, 1308, 1830, 1325]
- paragraph: The West Coast Times states that two new brands of liquors have been introduced into that market. We scarcely think that ministers, past and present, read the advertising columns of this journal, but if they do they will see that liquors, imported by Mr Meier, host of the Diggers' Arms, have been named after the present Premier, one as the Julius Duppel Kummel, and another after Sir Fox as the Fox Gin. The horror of Mr Fox, should he see his name associated with gin, may be imagined but cannot be described.: [1126, 652, 1379, 794]
- divider: [1663, 1299, 1903, 1303]
- paragraph: According to a Treasury return, the prosecution of the convict Arthur Orton, cost the country 55,315L 17s 1d. The amount which the family spent in defending the estate on behalf of the infant about 92,000L.: [589, 1644, 842, 1714]
- to-let-or: Or to GEORGE FACHE,: [1674, 1265, 1791, 1278]
- paragraph: Sir,—It is customary in most townships of this Province to close places of business at seven o'clock in the evening, to allow employees time for healthy recreation in one way or another. Most of the merchants and tradesmen in Dunedin close at six—except on Saturdays, when they close at nine—which I consider is very proper, as by doing so it gives all who are engaged in mercantile and other pursuits time for improvement, both mentally and physically, which they would otherwise be debarred from if business were insisted upon and doing until nine or ten o'clock. I am sorry that the plan is not adopted in Clyde, for I find that the stores and shops are kept open here until nine, or after, thus having a serious tendency of injuring the health of those employed, and hindering them from partaking of their share of innocent enjoyment which may from time to time be got up for the benefit of the citizens. Hoping to see this state of things rectified,—: [321, 1370, 574, 1640]
- letter-date: Clyde, August 10, 1874.: [332, 1061, 443, 1073]
- masthead-title: THE DUNSTAN TIMES, FRIDAY, AUGUST 14, 1874.: [678, 12, 1270, 38]
- billiard-contact-1-place: Geelong Hotel, Alexandra;: [1745, 927, 1880, 940]
- ornament: —o—: [435, 668, 460, 679]
- land-sale-heading: FOR SALE.: [1742, 1004, 1825, 1021]
- letter-yours: I am, &c.,: [505, 1643, 551, 1656]
- telegraphic-date: Dunedin, Aug. 13.: [734, 110, 819, 123]
- billiard-contact-1: W. ROBERTSON,: [1741, 909, 1837, 923]
- column-rule: [1387, 54, 1388, 1932]
- five-jacks-heading: HOW FIVE JACKS BEAT FOUR ACES.: [879, 60, 1090, 89]
- paragraph: The higher we take a thermometer up a mountain the lower it gets.: [1126, 124, 1379, 151]
- races-subheading: SPRING MEETING.: [1711, 151, 1855, 168]
- stream-pollution-text: [321, 939, 574, 997]
- billiard-sale-text: A Three-quarter BILLIARD TABLE (nearly new), with Balls, Cues, &c, complete.: [1663, 862, 1903, 889]
- letter-signature-role: Secretary to the Dunstan district Miners' Association.: [348, 1031, 551, 1058]
- paragraph: The young widow who was buried in grief is now alive and doing well. It is only another instance of premature interment.: [1126, 214, 1379, 255]
- civil-cases-text: [46, 1326, 305, 1736]
- auction-text: MR. G. FACHE will SELL by AUCTION, on the Premises, Belle View Cottage, Clyde, on Tuesday, the 25th of August, the whole of the above property.: [1395, 1506, 1648, 1548]
- paragraph: "So he puts de money in his pocket, and ties my britches hind ob his saddle, and tells me to scatter—and I did.: [858, 1279, 1111, 1321]
- paragraph: Memento and relic hunters across the Atlantic are as indefatigable as of old, and tourists to Egypt or Rome. The visitors to Mr Sumner's house have become so unsparing that it has become necessary to close the house to save it from being carried off bodily. One day the person in charge of the house had all the buttons cut from his dress coat by a party of ladies and gentlemen, who found the coat lying on a bed, and supposed it to have been Mr Sumner's.: [589, 1327, 842, 1454]
- paragraph: "I says, 'Yes sah, I does, sometimes.': [869, 499, 1037, 512]
- hospital-text: [1395, 957, 1648, 1030]
- miscellaneous-heading: MISCELLANEOUS.: [1187, 60, 1318, 75]
- article-lead: devised to him. John Elliott Beattie was appointed to conduct the house in his absence, when the application as made was thereupon granted.: [321, 55, 574, 96]
- concert-by: By the: [1772, 551, 1806, 565]
- paragraph: IN aid of the: [1756, 276, 1821, 290]
